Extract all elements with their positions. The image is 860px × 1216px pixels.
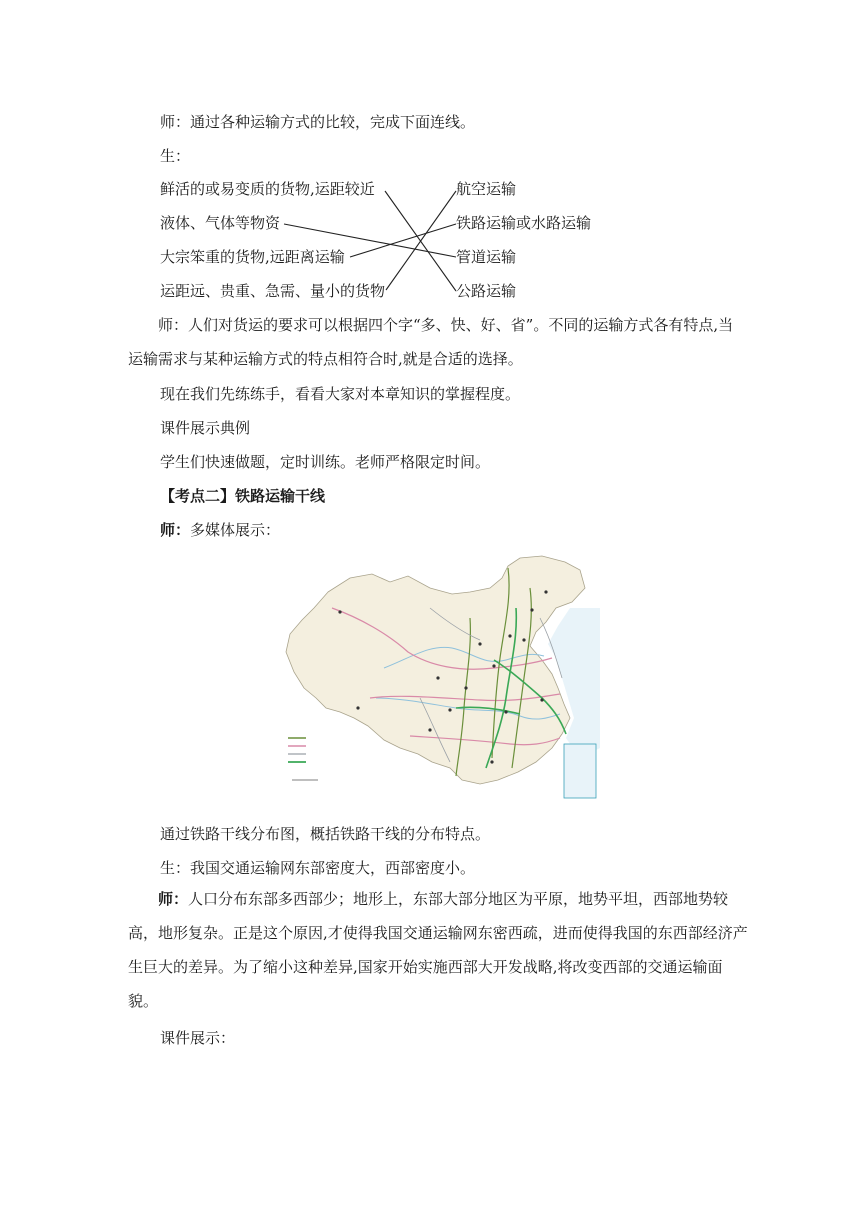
- multimedia-intro: [160, 520, 280, 540]
- timed-practice: 学生们快速做题，定时训练。老师严格限定时间。: [160, 453, 491, 471]
- multimedia-text: 多媒体展示：: [190, 521, 281, 539]
- railway-map: [280, 548, 600, 804]
- courseware-example: 课件展示典例: [160, 419, 251, 437]
- city-marker: [490, 760, 493, 763]
- teacher-instruction: 师：通过各种运输方式的比较，完成下面连线。: [160, 113, 476, 131]
- student-label: 生：: [160, 147, 191, 165]
- map-question: 通过铁路干线分布图，概括铁路干线的分布特点。: [160, 825, 491, 843]
- city-marker: [540, 698, 543, 701]
- match-right-3: 管道运输: [456, 248, 517, 266]
- match-right-4: 公路运输: [456, 282, 517, 300]
- match-left-4: 运距远、贵重、急需、量小的货物: [160, 282, 386, 300]
- practice-intro: 现在我们先练练手，看看大家对本章知识的掌握程度。: [160, 385, 521, 403]
- connector-line: [386, 191, 456, 290]
- match-left-1: 鲜活的或易变质的货物,运距较近: [160, 180, 375, 198]
- connector-line: [350, 224, 456, 257]
- match-right-2: 铁路运输或水路运输: [456, 214, 592, 232]
- teacher-label: 师：: [158, 890, 189, 908]
- courseware-display: 课件展示：: [160, 1029, 236, 1047]
- city-marker: [508, 634, 511, 637]
- city-marker: [448, 708, 451, 711]
- match-left-3: 大宗笨重的货物,远距离运输: [160, 248, 345, 266]
- city-marker: [504, 710, 507, 713]
- matching-connector-lines: [0, 0, 860, 320]
- teacher-explanation: 师：人们对货运的要求可以根据四个字“多、快、好、省”。不同的运输方式各有特点,当运输需求与某种运输方式的特点相符合时,就是合适的选择。: [128, 316, 734, 368]
- city-marker: [492, 664, 495, 667]
- city-marker: [338, 610, 341, 613]
- city-marker: [478, 642, 481, 645]
- teacher-label: 师：: [160, 521, 191, 539]
- connector-line: [284, 224, 456, 257]
- city-marker: [530, 608, 533, 611]
- city-marker: [522, 638, 525, 641]
- city-marker: [544, 590, 547, 593]
- section-heading: 【考点二】铁路运输干线: [160, 487, 326, 505]
- south-china-sea-inset: [564, 744, 596, 798]
- match-left-2: 液体、气体等物资: [160, 214, 281, 232]
- city-marker: [428, 728, 431, 731]
- match-right-1: 航空运输: [456, 180, 517, 198]
- city-marker: [356, 706, 359, 709]
- teacher-analysis: [128, 882, 748, 1018]
- student-answer: 生：我国交通运输网东部密度大，西部密度小。: [160, 859, 476, 877]
- analysis-text: 人口分布东部多西部少；地形上，东部大部分地区为平原，地势平坦，西部地势较高，地形复杂。正是这个原因,才使得我国交通运输网东密西疏，进而使得我国的东西部经济产生巨大的差异。为了缩小这种差异,国家开始实施西部大开发战略,将改变西部的交通运输面貌。: [128, 890, 748, 1010]
- city-marker: [436, 676, 439, 679]
- city-marker: [464, 686, 467, 689]
